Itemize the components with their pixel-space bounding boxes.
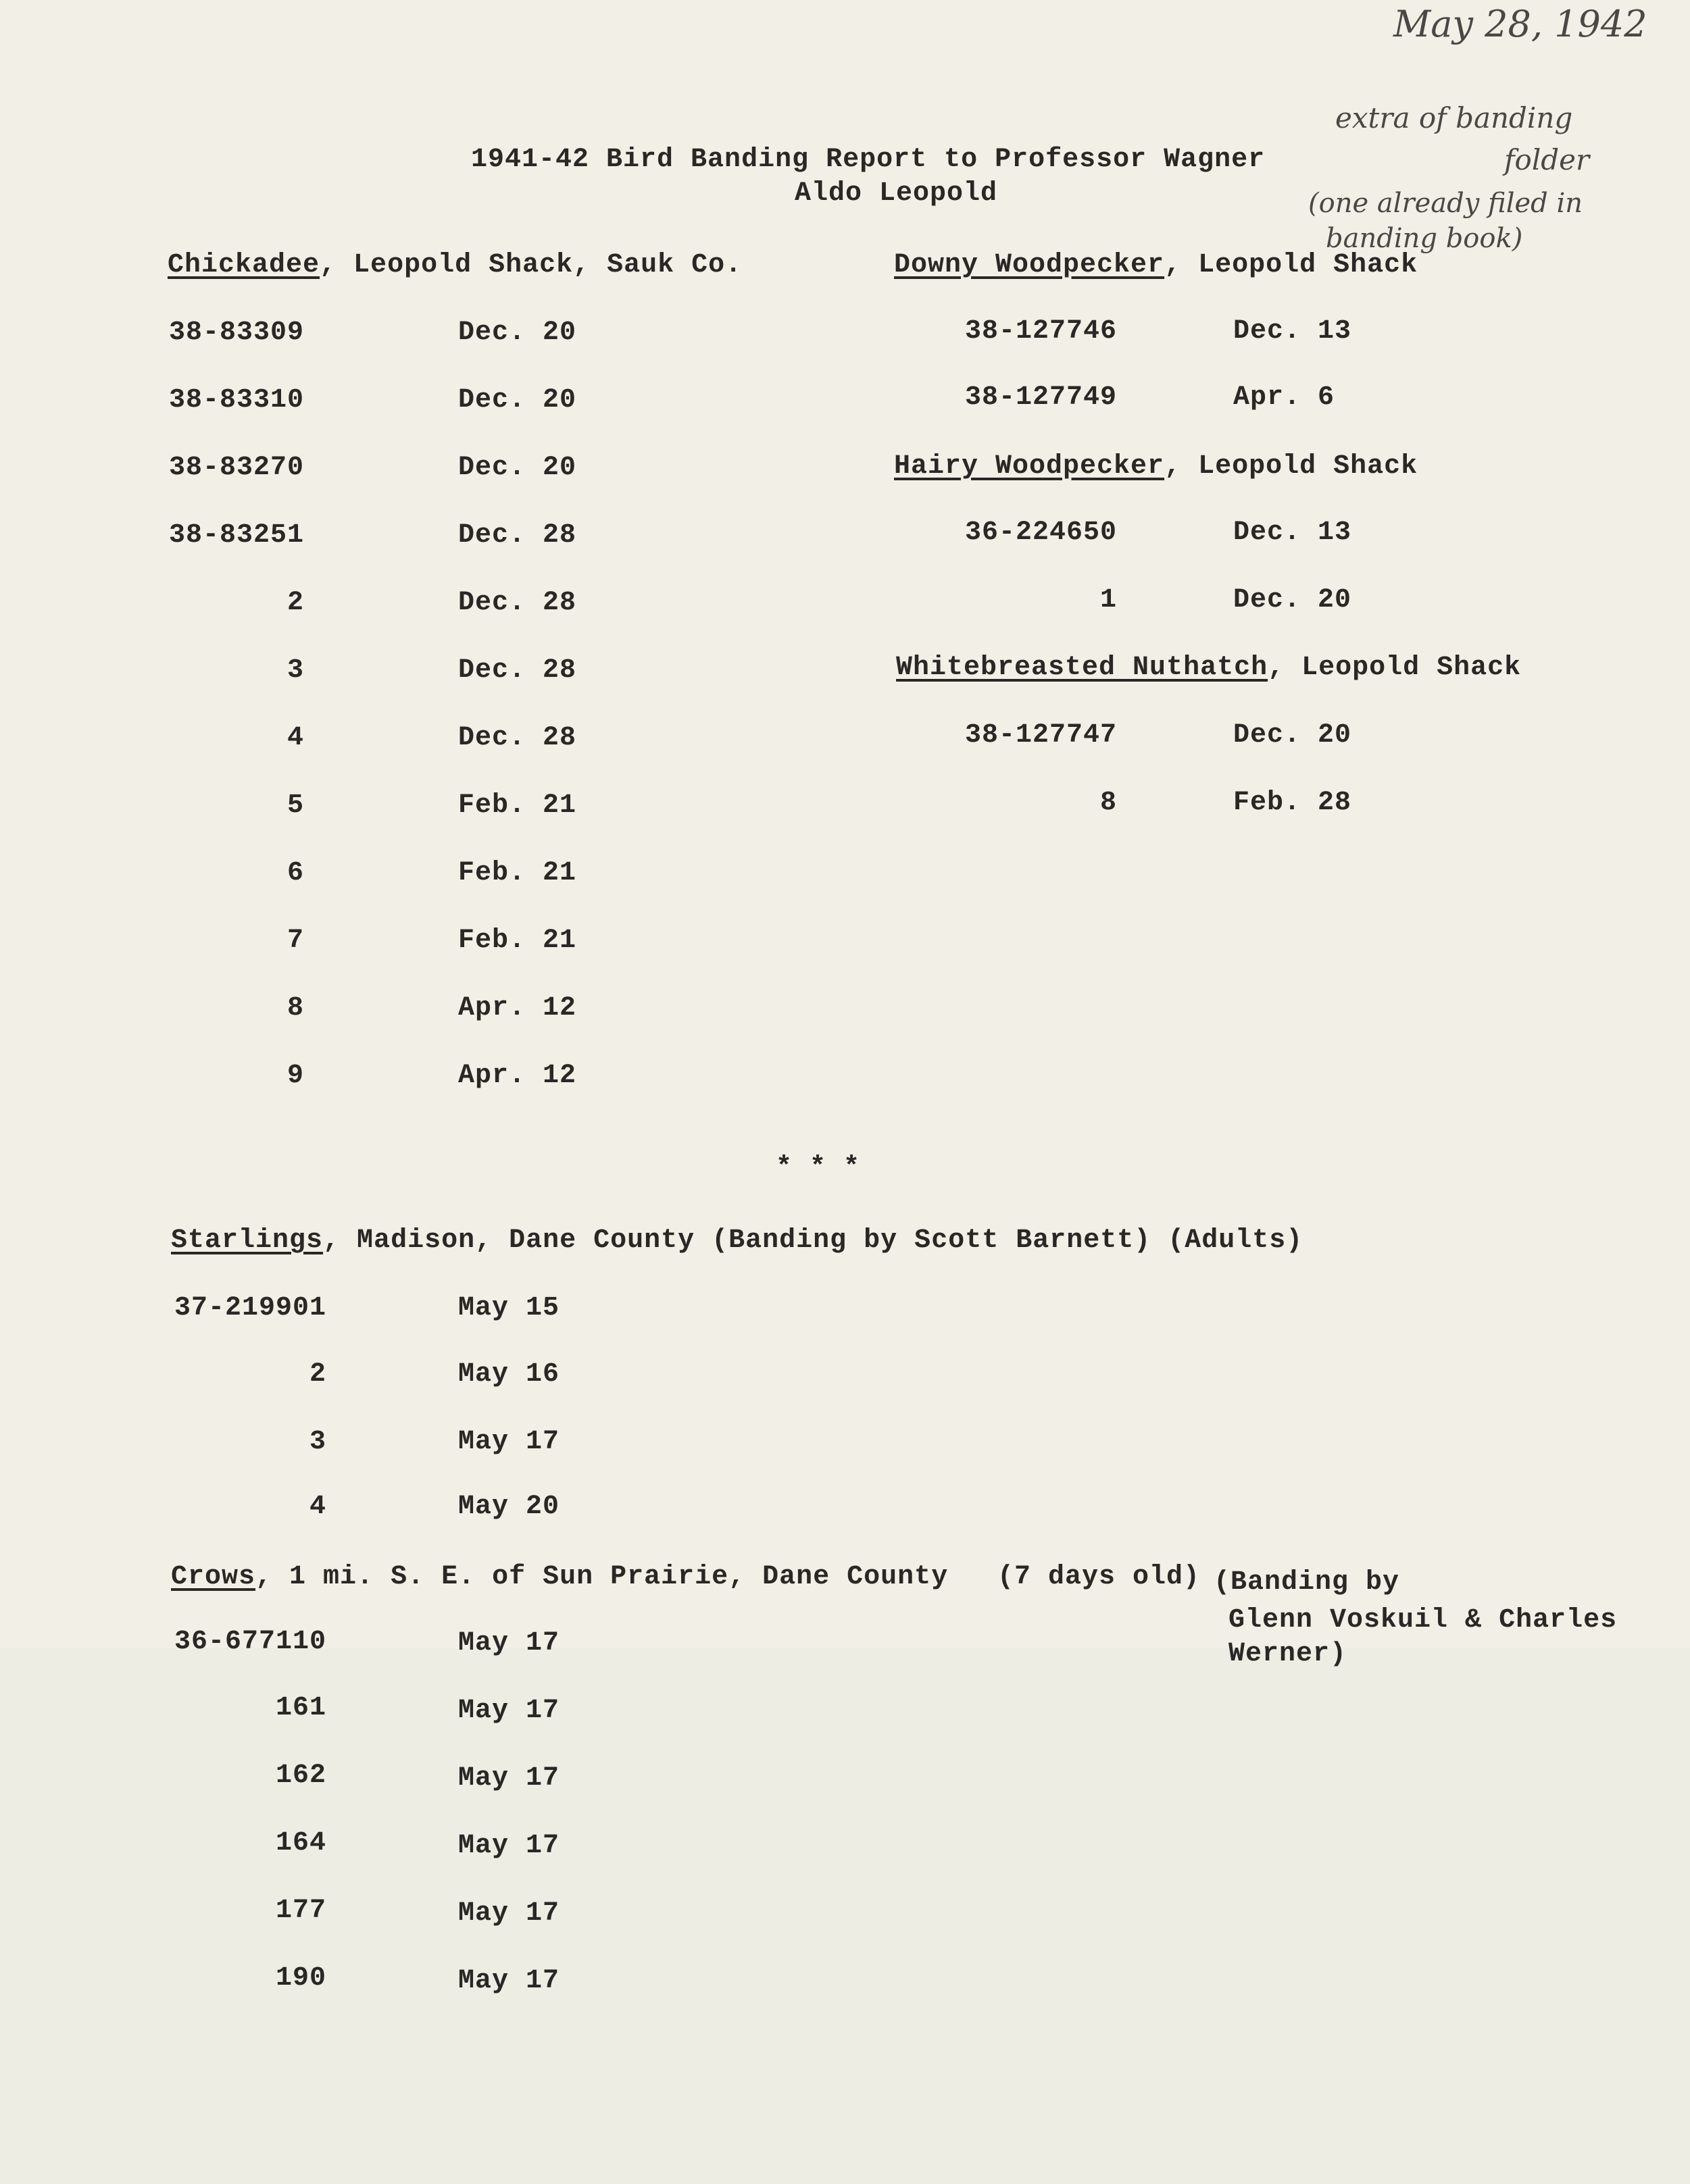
chickadee-date-9: Feb. 21 xyxy=(458,858,577,888)
chickadee-heading xyxy=(168,250,742,280)
crows-band-5: 177 xyxy=(275,1896,326,1926)
chickadee-band-7: 4 xyxy=(287,723,304,753)
crows-banders-line2: Glenn Voskuil & Charles xyxy=(1228,1605,1618,1635)
starlings-location: , Madison, Dane County (Banding by Scott Barnett) (Adults) xyxy=(323,1225,1303,1256)
chickadee-band-4: 38-83251 xyxy=(168,520,304,551)
crows-species: Crows xyxy=(171,1562,256,1592)
starlings-band-4: 4 xyxy=(309,1492,326,1522)
chickadee-band-11: 8 xyxy=(287,993,304,1023)
starlings-band-1: 37-219901 xyxy=(174,1293,326,1323)
crows-age: (7 days old) xyxy=(997,1562,1201,1592)
hairy-location: , Leopold Shack xyxy=(1164,451,1418,482)
hairy-species: Hairy Woodpecker xyxy=(894,451,1165,482)
chickadee-band-5: 2 xyxy=(287,588,304,618)
crows-band-6: 190 xyxy=(275,1963,326,1993)
chickadee-species: Chickadee xyxy=(168,250,320,280)
chickadee-band-10: 7 xyxy=(287,925,304,956)
crows-band-4: 164 xyxy=(275,1828,326,1858)
chickadee-band-8: 5 xyxy=(287,790,304,821)
paper-fold-shade xyxy=(0,1648,1690,2184)
chickadee-date-10: Feb. 21 xyxy=(458,925,577,956)
handwritten-date: May 28, 1942 xyxy=(1393,3,1647,45)
report-author: Aldo Leopold xyxy=(795,178,998,209)
starlings-band-3: 3 xyxy=(309,1427,326,1457)
handwritten-note-line4: banding book) xyxy=(1326,223,1523,254)
crows-date-5: May 17 xyxy=(458,1898,560,1929)
chickadee-date-8: Feb. 21 xyxy=(458,790,577,821)
nuthatch-species: Whitebreasted Nuthatch xyxy=(896,653,1268,683)
chickadee-band-2: 38-83310 xyxy=(168,385,304,415)
downy-location: , Leopold Shack xyxy=(1164,250,1418,280)
chickadee-band-6: 3 xyxy=(287,655,304,686)
starlings-date-1: May 15 xyxy=(458,1293,560,1323)
crows-date-1: May 17 xyxy=(458,1628,560,1658)
chickadee-date-2: Dec. 20 xyxy=(458,385,577,415)
starlings-date-4: May 20 xyxy=(458,1492,560,1522)
chickadee-date-6: Dec. 28 xyxy=(458,655,577,686)
chickadee-band-1: 38-83309 xyxy=(168,318,304,348)
nuthatch-date-2: Feb. 28 xyxy=(1233,788,1352,818)
nuthatch-location: , Leopold Shack xyxy=(1268,653,1522,683)
chickadee-date-7: Dec. 28 xyxy=(458,723,577,753)
starlings-heading xyxy=(171,1225,1303,1256)
chickadee-date-3: Dec. 20 xyxy=(458,453,577,483)
crows-band-3: 162 xyxy=(275,1760,326,1791)
hairy-band-2: 1 xyxy=(1099,585,1117,615)
crows-banders-line1: (Banding by xyxy=(1214,1567,1400,1598)
hairy-heading xyxy=(894,451,1418,482)
chickadee-location: , Leopold Shack, Sauk Co. xyxy=(320,250,743,280)
section-separator: * * * xyxy=(776,1152,861,1183)
nuthatch-band-2: 8 xyxy=(1099,788,1117,818)
crows-band-2: 161 xyxy=(275,1693,326,1723)
hairy-date-1: Dec. 13 xyxy=(1233,517,1352,548)
nuthatch-band-1: 38-127747 xyxy=(964,720,1117,751)
starlings-band-2: 2 xyxy=(309,1359,326,1390)
crows-date-4: May 17 xyxy=(458,1831,560,1861)
chickadee-date-5: Dec. 28 xyxy=(458,588,577,618)
chickadee-date-12: Apr. 12 xyxy=(458,1061,577,1091)
downy-species: Downy Woodpecker xyxy=(894,250,1165,280)
crows-banders-line3: Werner) xyxy=(1228,1639,1347,1669)
handwritten-note-line3: (one already filed in xyxy=(1308,188,1583,219)
chickadee-band-3: 38-83270 xyxy=(168,453,304,483)
downy-band-2: 38-127749 xyxy=(964,382,1117,413)
chickadee-date-1: Dec. 20 xyxy=(458,318,577,348)
crows-date-2: May 17 xyxy=(458,1696,560,1726)
downy-heading xyxy=(894,250,1418,280)
crows-date-6: May 17 xyxy=(458,1966,560,1996)
report-title: 1941-42 Bird Banding Report to Professor Wagner xyxy=(471,145,1266,175)
crows-heading xyxy=(171,1562,948,1592)
downy-band-1: 38-127746 xyxy=(964,316,1117,347)
crows-location: , 1 mi. S. E. of Sun Prairie, Dane County xyxy=(255,1562,949,1592)
nuthatch-date-1: Dec. 20 xyxy=(1233,720,1352,751)
nuthatch-heading xyxy=(896,653,1521,683)
hairy-date-2: Dec. 20 xyxy=(1233,585,1352,615)
crows-date-3: May 17 xyxy=(458,1763,560,1794)
starlings-species: Starlings xyxy=(171,1225,324,1256)
chickadee-band-12: 9 xyxy=(287,1061,304,1091)
chickadee-date-11: Apr. 12 xyxy=(458,993,577,1023)
starlings-date-2: May 16 xyxy=(458,1359,560,1390)
downy-date-1: Dec. 13 xyxy=(1233,316,1352,347)
handwritten-note-line1: extra of banding xyxy=(1335,101,1573,134)
starlings-date-3: May 17 xyxy=(458,1427,560,1457)
downy-date-2: Apr. 6 xyxy=(1233,382,1335,413)
hairy-band-1: 36-224650 xyxy=(964,517,1117,548)
crows-band-1: 36-677110 xyxy=(174,1627,326,1657)
handwritten-note-line2: folder xyxy=(1504,143,1590,176)
chickadee-band-9: 6 xyxy=(287,858,304,888)
chickadee-date-4: Dec. 28 xyxy=(458,520,577,551)
